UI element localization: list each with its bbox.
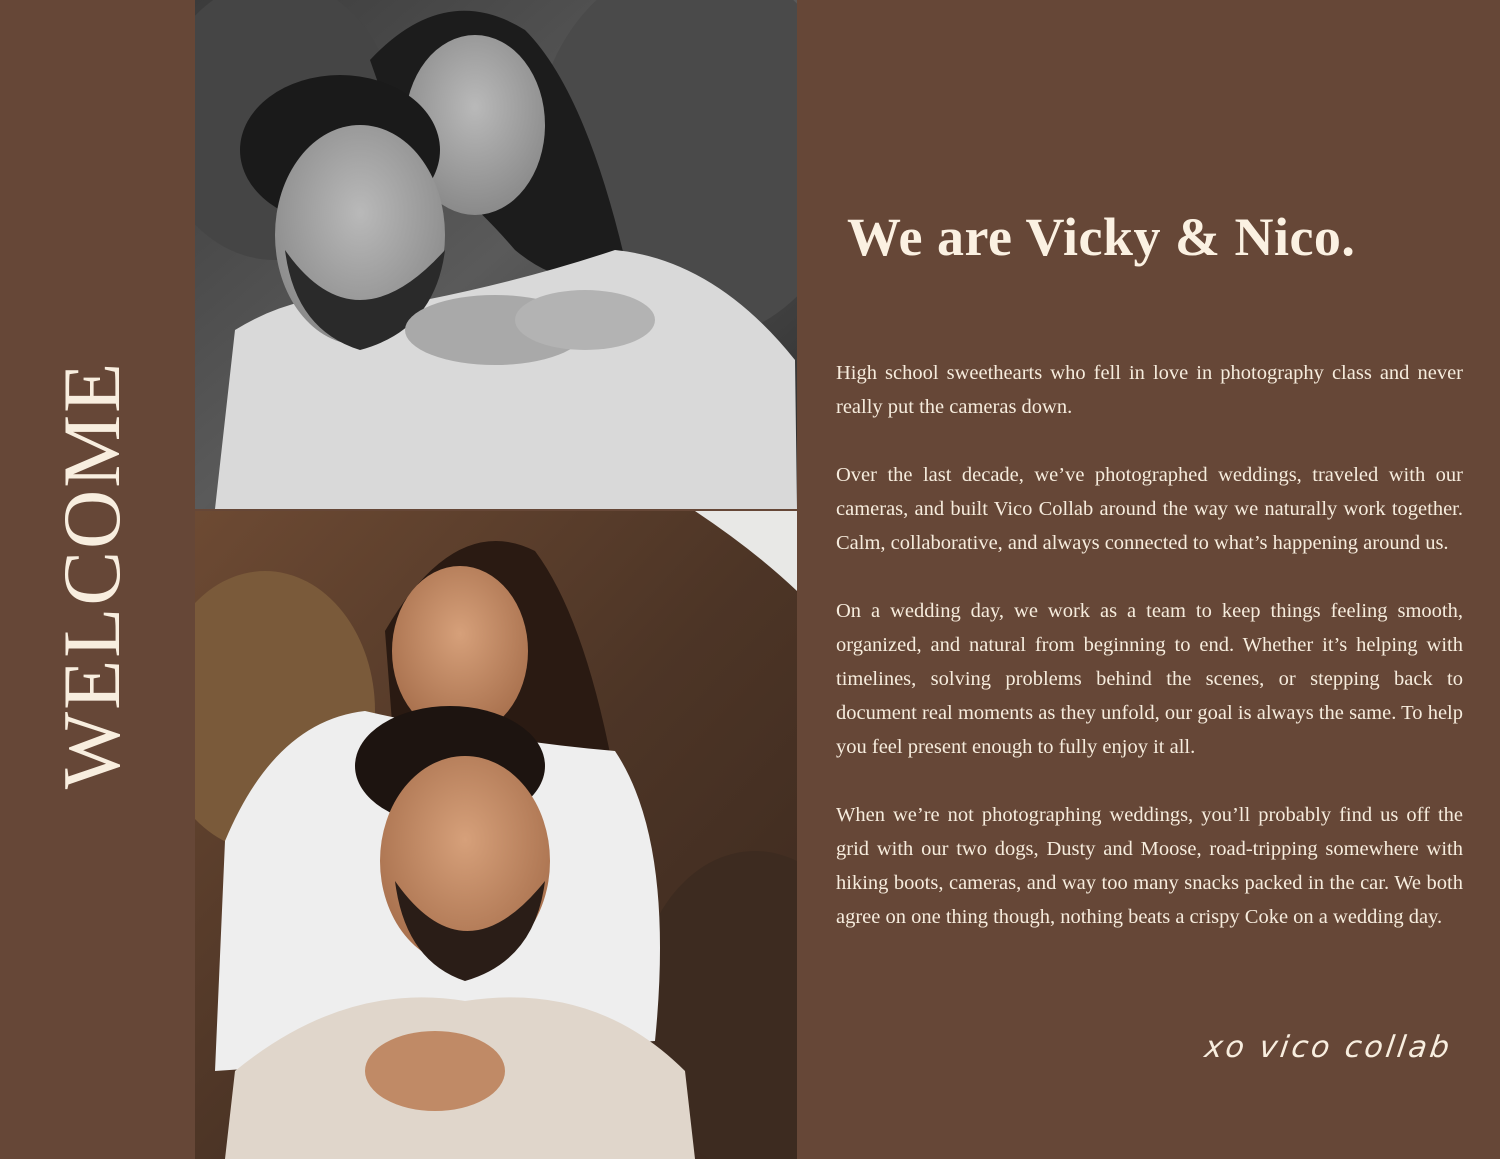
- paragraph-wedding-day: On a wedding day, we work as a team to keep things feeling smooth, organized, and natural from beginning to end. Whether it’s helping with timelines, solving problems behind the scenes, or stepping back to document real moments as they unfold, our goal is always the same. To help you feel present enough to fully enjoy it all.: [836, 600, 1463, 758]
- intro-body: [836, 356, 1463, 968]
- paragraph-personal: When we’re not photographing weddings, you’ll probably find us off the grid with our two dogs, Dusty and Moose, road-tripping somewhere with hiking boots, cameras, and way too many snacks packed in the car. We both agree on one thing though, nothing beats a crispy Coke on a wedding day.: [836, 804, 1463, 928]
- couple-photo-bottom: [195, 511, 797, 1159]
- signature: xo vico collab: [1202, 1030, 1455, 1065]
- paragraph-history: Over the last decade, we’ve photographed weddings, traveled with our cameras, and built Vico Collab around the way we naturally work together. Calm, collaborative, and always connected to what’s happening around us.: [836, 464, 1463, 554]
- welcome-title: WELCOME: [46, 360, 137, 790]
- page-heading: We are Vicky & Nico.: [847, 207, 1356, 267]
- welcome-sidebar: [0, 0, 195, 1159]
- couple-photo-top: [195, 0, 797, 509]
- paragraph-intro: High school sweethearts who fell in love in photography class and never really put the cameras down.: [836, 362, 1463, 418]
